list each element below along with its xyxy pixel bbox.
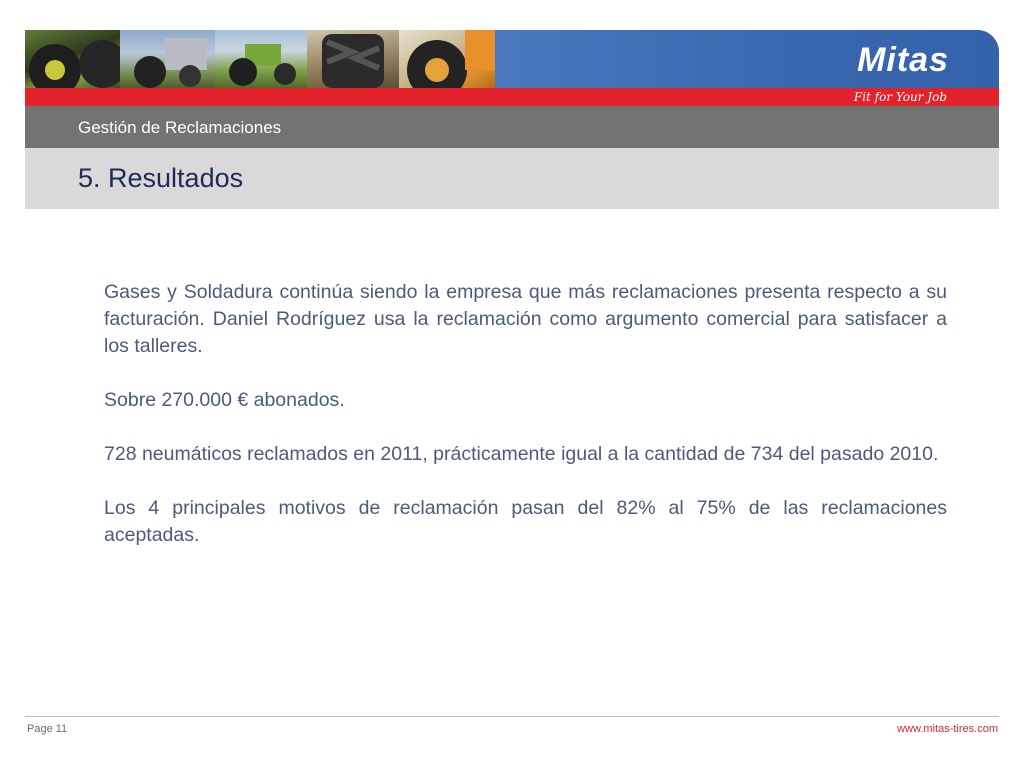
photo-loader-tire xyxy=(307,30,399,88)
photo-combine-harvester xyxy=(120,30,215,88)
photo-construction-tire xyxy=(399,30,495,88)
tire-icon xyxy=(25,30,120,88)
photo-strip xyxy=(25,30,495,88)
photo-tractor-tires xyxy=(25,30,120,88)
paragraph: Gases y Soldadura continúa siendo la empresa que más reclamaciones presenta respecto a su facturación. Daniel Rodríguez usa la reclamación como argumento comercial para satisfacer a los talleres. xyxy=(104,281,947,357)
wheel-icon xyxy=(399,30,495,88)
slide-body xyxy=(104,279,947,576)
tread-icon xyxy=(307,30,399,88)
photo-tractor-field xyxy=(215,30,307,88)
slide-title: 5. Resultados xyxy=(78,163,244,193)
section-title: Gestión de Reclamaciones xyxy=(78,118,282,137)
slogan-bar xyxy=(25,88,999,106)
page-number: Page 11 xyxy=(27,723,68,735)
mitas-logo: Mitas xyxy=(857,41,949,79)
title-bar xyxy=(25,148,999,209)
section-header xyxy=(25,106,999,148)
paragraph: 728 neumáticos reclamados en 2011, prácticamente igual a la cantidad de 734 del pasado 2010. xyxy=(104,443,939,465)
slogan-text: Fit for Your Job xyxy=(853,90,947,104)
footer-divider xyxy=(25,716,999,717)
logo-area xyxy=(495,30,999,88)
paragraph: Sobre 270.000 € abonados. xyxy=(104,389,345,411)
harvester-icon xyxy=(120,30,215,88)
paragraph: Los 4 principales motivos de reclamación pasan del 82% al 75% de las reclamaciones aceptadas. xyxy=(104,497,947,546)
website-link[interactable]: www.mitas-tires.com xyxy=(897,723,998,735)
tractor-icon xyxy=(215,30,307,88)
header-banner xyxy=(25,30,999,88)
